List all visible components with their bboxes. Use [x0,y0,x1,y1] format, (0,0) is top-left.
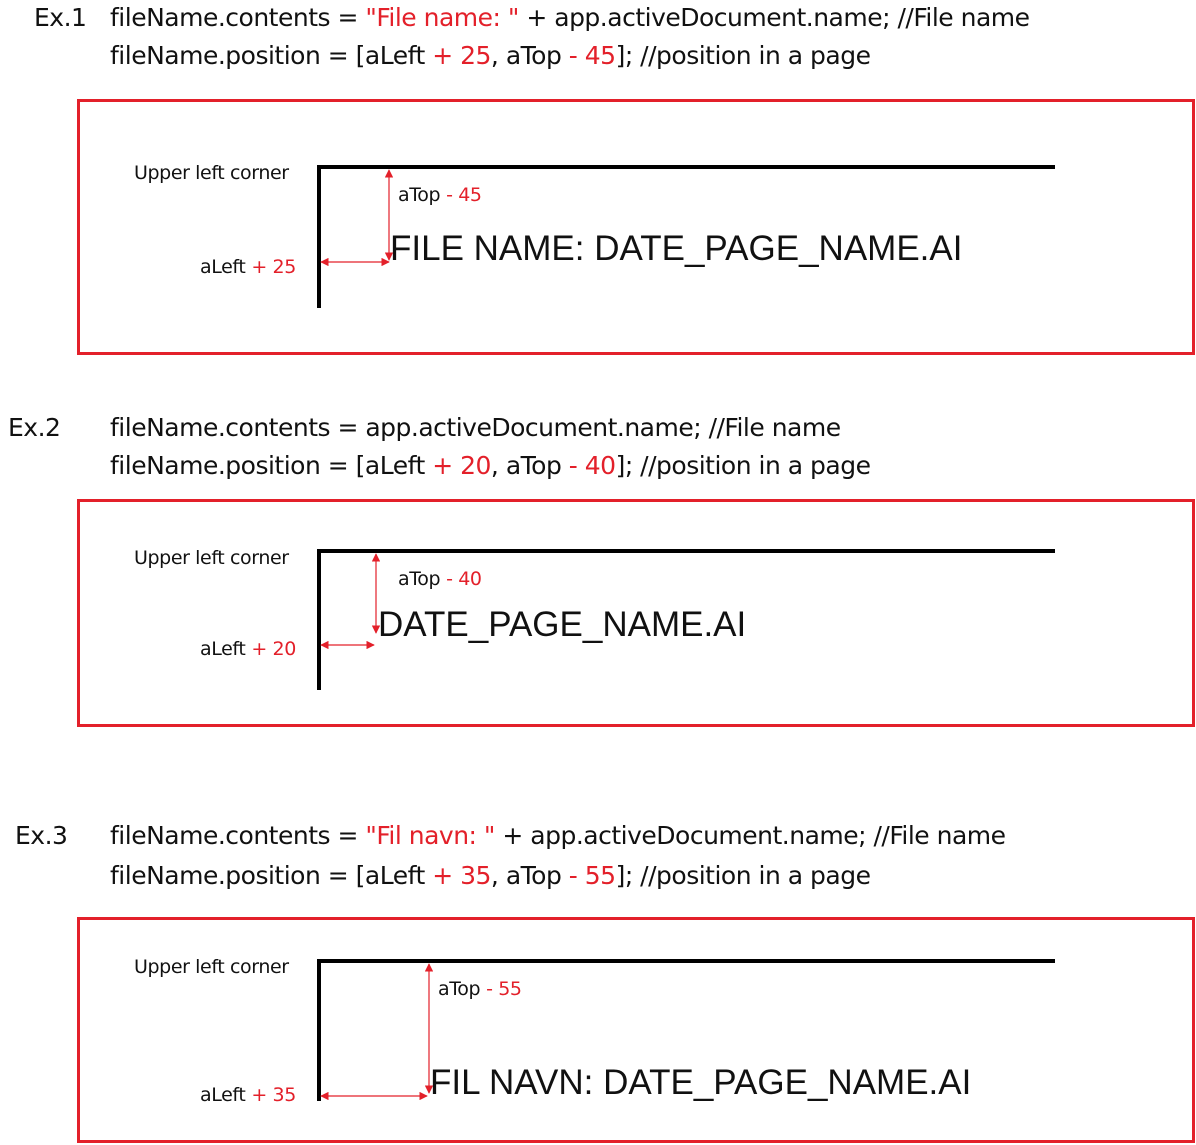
code-text: fileName.position = [aLeft [110,41,433,70]
example-1-diagram [134,162,1055,308]
top-offset-value: - 55 [486,978,522,1000]
top-offset-value: - 45 [446,184,482,206]
upper-left-corner-label: Upper left corner [134,162,289,184]
file-name-output: FILE NAME: DATE_PAGE_NAME.AI [390,229,963,268]
code-text: + app.activeDocument.name; //File name [494,821,1006,850]
left-offset-value: + 25 [251,256,296,278]
code-text: ]; //position in a page [615,861,871,890]
left-label-text: aLeft [200,256,246,278]
code-left-offset: + 25 [432,41,491,70]
example-3-diagram [134,956,1055,1106]
left-offset-label [200,1084,296,1106]
top-label-text: aTop [398,568,441,590]
example-2-label: Ex.2 [8,413,61,442]
code-top-offset: - 45 [568,41,616,70]
code-left-offset: + 35 [432,861,491,890]
upper-left-corner-label: Upper left corner [134,547,289,569]
code-text: fileName.contents = [110,3,366,32]
code-top-offset: - 40 [568,451,616,480]
code-top-offset: - 55 [568,861,616,890]
code-text: + app.activeDocument.name; //File name [518,3,1030,32]
left-offset-label [200,256,296,278]
top-label-text: aTop [398,184,441,206]
code-text: , aTop [490,861,569,890]
left-offset-value: + 20 [251,638,296,660]
upper-left-corner-label: Upper left corner [134,956,289,978]
left-offset-value: + 35 [251,1084,296,1106]
left-label-text: aLeft [200,1084,246,1106]
code-text: ]; //position in a page [615,451,871,480]
example-3-label: Ex.3 [15,821,68,850]
code-text: fileName.position = [aLeft [110,861,433,890]
code-text: ]; //position in a page [615,41,871,70]
code-string-literal: "File name: " [365,3,519,32]
top-offset-value: - 40 [446,568,482,590]
file-name-output: DATE_PAGE_NAME.AI [378,605,747,644]
top-offset-label [398,568,482,590]
top-label-text: aTop [438,978,481,1000]
left-offset-label [200,638,296,660]
code-text: fileName.contents = [110,821,366,850]
top-offset-label [438,978,522,1000]
code-string-literal: "Fil navn: " [365,821,495,850]
code-text: , aTop [490,451,569,480]
code-text: fileName.position = [aLeft [110,451,433,480]
code-left-offset: + 20 [432,451,491,480]
example-1-label: Ex.1 [34,3,87,32]
code-text: fileName.contents = app.activeDocument.name; //File name [110,413,841,442]
example-2-diagram [134,547,1055,690]
left-label-text: aLeft [200,638,246,660]
file-name-output: FIL NAVN: DATE_PAGE_NAME.AI [430,1063,972,1102]
code-text: , aTop [490,41,569,70]
top-offset-label [398,184,482,206]
